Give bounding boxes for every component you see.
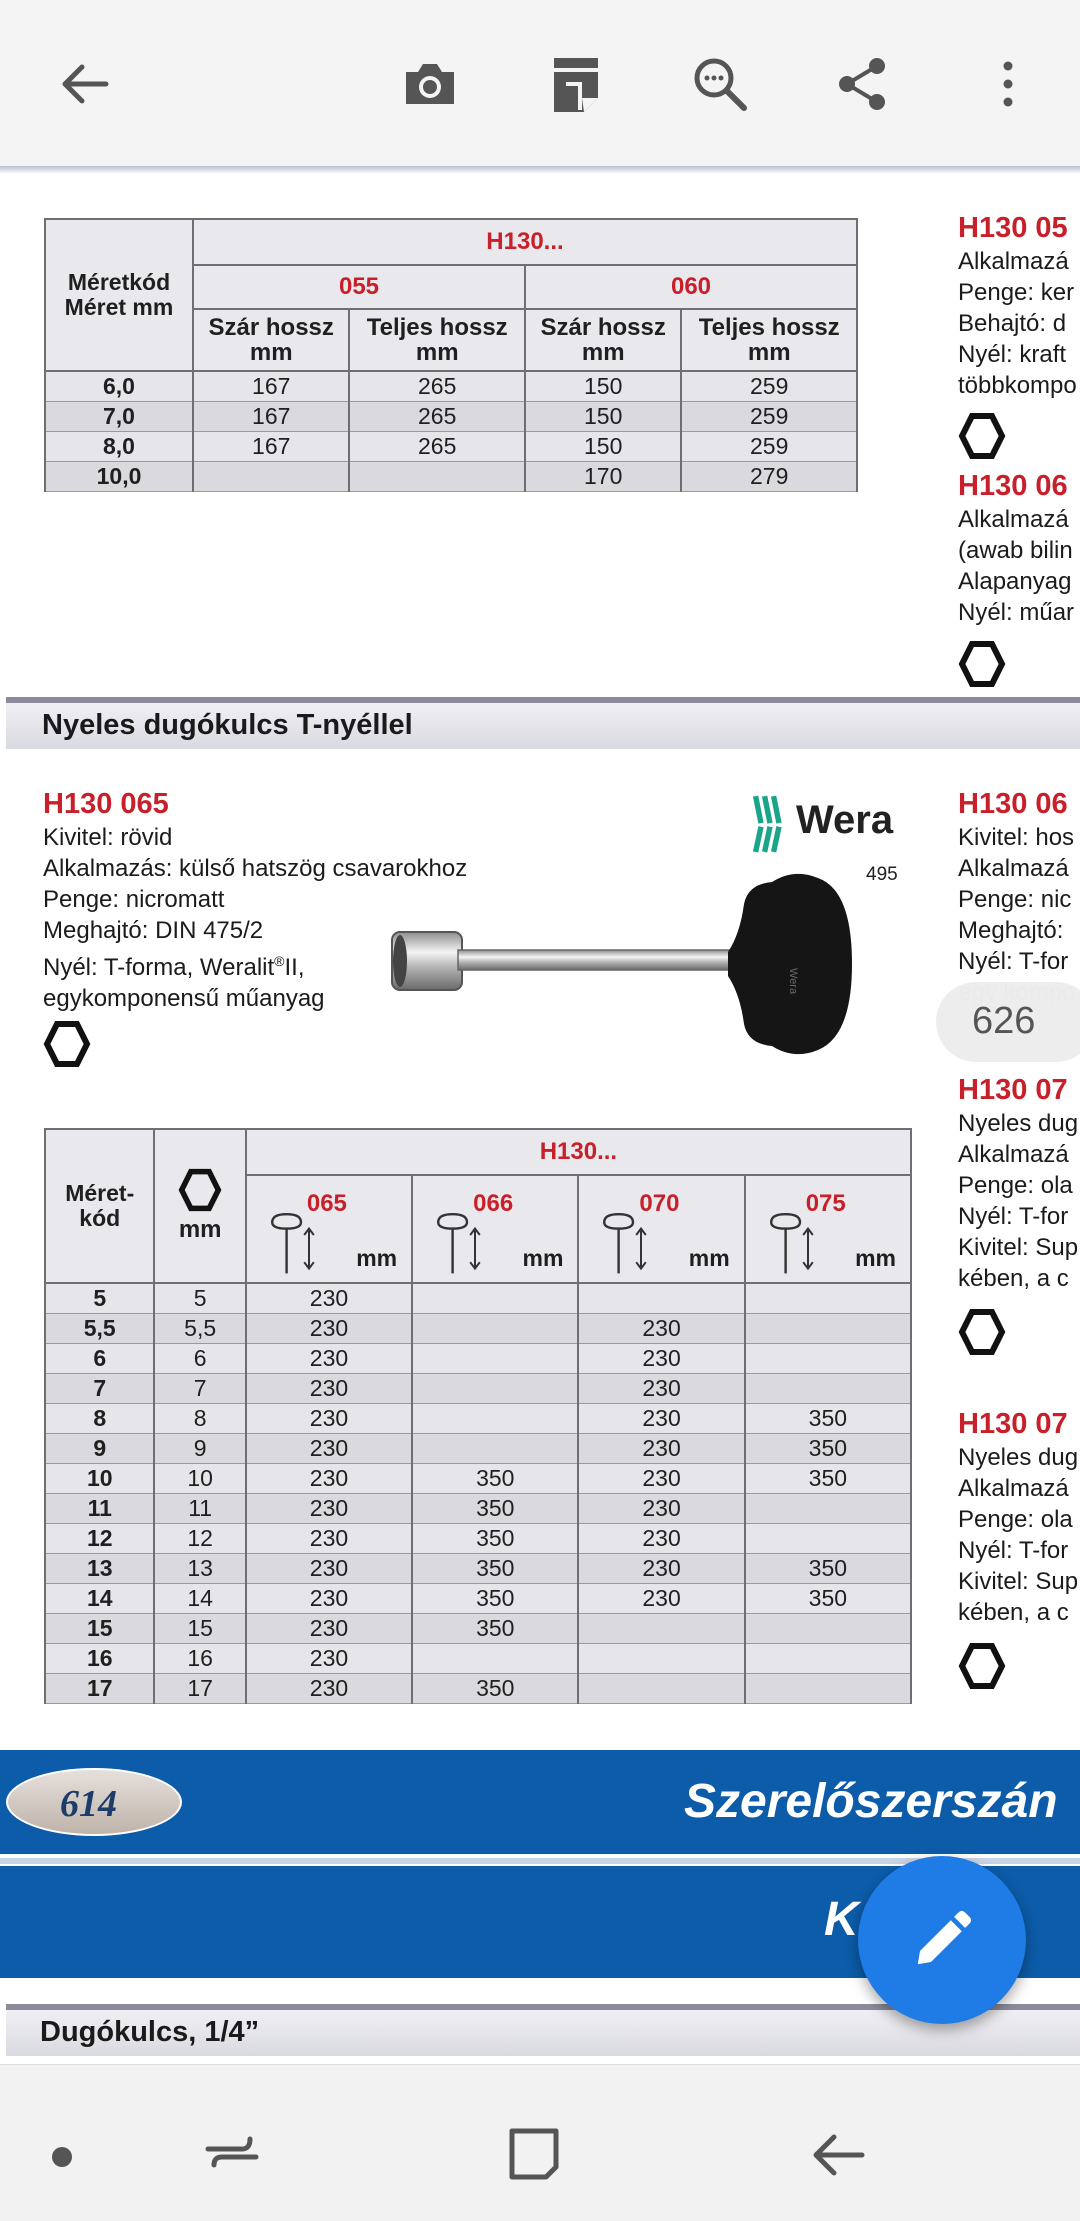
size-code-cell: 5,5 [45,1314,154,1344]
size-code-cell: 16 [45,1644,154,1674]
block-line: Behajtó: d [958,310,1067,337]
right-block-5 [958,1406,1078,1628]
length-cell [412,1374,578,1404]
table-cell: 259 [681,371,857,402]
hex-size-cell: 14 [154,1584,245,1614]
group-header: H130... [246,1129,911,1175]
page-badge [6,1768,182,1836]
block-line: Nyeles dug [958,1110,1079,1137]
size-code-cell: 14 [45,1584,154,1614]
table-row [45,1494,911,1524]
length-cell: 230 [578,1344,744,1374]
length-cell [578,1283,744,1314]
home-icon[interactable] [504,2125,564,2185]
length-cell: 230 [578,1374,744,1404]
wera-logo [752,788,902,860]
corner-label: Méret mm [64,294,174,320]
length-cell: 350 [412,1524,578,1554]
table-cell [193,462,349,492]
chapter-title: K [824,1893,859,1946]
length-cell: 230 [246,1644,412,1674]
length-cell [745,1674,911,1704]
length-cell: 230 [578,1494,744,1524]
svg-text:Wera: Wera [787,968,799,995]
nav-dot-icon[interactable] [52,2147,72,2167]
length-cell: 350 [412,1584,578,1614]
size-code-cell: 15 [45,1614,154,1644]
top-app-bar [0,0,1080,168]
variant-code: 075 [805,1190,846,1217]
block-line: Alapanyag [958,568,1072,595]
block-line: Alkalmazá [958,1141,1069,1168]
length-cell: 230 [246,1374,412,1404]
block-line: Nyél: T-for [958,1537,1069,1564]
product-line: Alkalmazás: külső hatszög csavarokhoz [43,855,468,882]
table-cell: 170 [525,462,681,492]
block-line: Alkalmazá [958,248,1069,275]
handle-text: Nyél: T-forma, Weralit [43,954,275,981]
registered-mark: ® [274,953,285,969]
size-code-cell: 10 [45,1464,154,1494]
size-code-cell: 7,0 [45,402,193,432]
column-header-label: Teljes hossz [366,314,508,341]
length-cell: 230 [578,1404,744,1434]
column-header-unit: mm [581,339,625,366]
column-header [681,309,857,371]
table-cell: 150 [525,432,681,462]
t-handle-icon [435,1210,483,1276]
unit-label: mm [688,1245,730,1271]
hex-size-cell: 8 [154,1404,245,1434]
table-row [45,1434,911,1464]
size-code-cell: 8,0 [45,432,193,462]
block-line: Kivitel: Sup [958,1234,1079,1261]
size-code-cell: 13 [45,1554,154,1584]
length-cell [412,1283,578,1314]
hex-size-cell: 17 [154,1674,245,1704]
hex-size-cell: 12 [154,1524,245,1554]
block-title: H130 07 [958,1408,1068,1440]
search-zoom-icon[interactable] [678,42,762,126]
catalog-number: 495 [866,864,898,885]
length-cell [745,1644,911,1674]
block-line: Meghajtó: [958,917,1064,944]
hex-socket-icon [43,1020,91,1068]
length-cell [412,1344,578,1374]
block-line: Penge: nic [958,886,1072,913]
length-cell [412,1314,578,1344]
table-cell [349,462,525,492]
hex-size-cell: 11 [154,1494,245,1524]
table-cell: 265 [349,371,525,402]
t-handle-wrench-image [388,864,856,1064]
page-number: 626 [972,1000,1036,1042]
unit-label: mm [356,1245,398,1271]
t-handle-icon [269,1210,317,1276]
length-cell: 230 [578,1464,744,1494]
hex-socket-icon [958,640,1006,688]
product-line: egykomponensű műanyag [43,985,325,1012]
length-cell: 230 [578,1554,744,1584]
table-row [45,1674,911,1704]
variant-code: 065 [306,1190,347,1217]
length-cell: 230 [578,1314,744,1344]
table-cell: 150 [525,402,681,432]
table2-body [45,1283,911,1704]
block-line: Penge: ker [958,279,1075,306]
back-arrow-icon[interactable] [42,42,126,126]
spec-table-065-075 [44,1128,912,1704]
section-title: Nyeles dugókulcs T-nyéllel [42,709,413,741]
length-cell: 230 [246,1404,412,1434]
length-cell: 350 [412,1494,578,1524]
table-row [45,1314,911,1344]
size-code-cell: 10,0 [45,462,193,492]
share-icon[interactable] [820,42,904,126]
length-cell: 230 [578,1524,744,1554]
product-title: H130 065 [43,788,169,820]
t-handle-icon [768,1210,816,1276]
hex-size-cell: 5 [154,1283,245,1314]
block-line: Nyél: T-for [958,1203,1069,1230]
column-header-unit: mm [415,339,459,366]
length-cell: 230 [246,1464,412,1494]
size-code-cell: 7 [45,1374,154,1404]
pencil-icon [909,1907,975,1973]
table-row [45,1524,911,1554]
size-code-cell: 6,0 [45,371,193,402]
size-code-cell: 9 [45,1434,154,1464]
product-line: Meghajtó: DIN 475/2 [43,917,264,944]
system-nav-bar [0,2064,1080,2221]
length-cell: 350 [745,1584,911,1614]
chapter-band [0,1750,1080,1854]
spec-table-055-060 [44,218,858,492]
handle-text: II, [284,954,305,981]
variant-header [246,1175,412,1283]
variant-header [745,1175,911,1283]
variant-header [578,1175,744,1283]
block-title: H130 06 [958,788,1068,820]
length-cell [578,1614,744,1644]
table-cell: 150 [525,371,681,402]
column-header [525,309,681,371]
length-cell [745,1283,911,1314]
wera-mark-icon [752,788,788,860]
unit-label: mm [522,1245,564,1271]
t-handle-icon [601,1210,649,1276]
table-cell: 167 [193,402,349,432]
size-code-cell: 8 [45,1404,154,1434]
edit-fab-button[interactable] [858,1856,1026,2024]
length-cell [578,1674,744,1704]
variant-header [412,1175,578,1283]
size-code-cell: 6 [45,1344,154,1374]
right-block-3 [958,786,1075,1008]
length-cell [745,1374,911,1404]
block-line: kében, a c [958,1599,1069,1626]
length-cell [745,1344,911,1374]
block-line: Penge: ola [958,1172,1073,1199]
variant-code: 066 [473,1190,514,1217]
block-line: Alkalmazá [958,1475,1069,1502]
more-vert-icon[interactable] [966,42,1050,126]
page-number-overlay [936,982,1080,1062]
length-cell: 350 [412,1464,578,1494]
brand-name: Wera [796,798,894,842]
column-header-unit: mm [747,339,791,366]
corner-label: kód [79,1205,121,1231]
unit-label: mm [855,1245,896,1271]
table2-corner [45,1129,154,1283]
hex-size-cell: 16 [154,1644,245,1674]
length-cell: 230 [246,1554,412,1584]
right-block-1 [958,210,1077,401]
length-cell: 350 [412,1674,578,1704]
column-header-label: Szár hossz [208,314,334,341]
hex-size-cell: 9 [154,1434,245,1464]
table-row [45,1464,911,1494]
column-header-unit: mm [249,339,293,366]
hex-socket-icon [958,1642,1006,1690]
length-cell: 230 [246,1434,412,1464]
table1-corner [45,219,193,371]
table-cell: 167 [193,432,349,462]
size-code-cell: 11 [45,1494,154,1524]
length-cell: 350 [412,1554,578,1584]
block-line: Alkalmazá [958,506,1069,533]
table-cell: 259 [681,402,857,432]
table-row [45,371,857,402]
size-code-cell: 12 [45,1524,154,1554]
note-icon[interactable] [534,42,618,126]
size-code-cell: 5 [45,1283,154,1314]
block-line: Kivitel: hos [958,824,1075,851]
length-cell [745,1314,911,1344]
length-cell [412,1644,578,1674]
table-row [45,1344,911,1374]
table-row [45,1404,911,1434]
length-cell: 230 [246,1674,412,1704]
block-line: többkompo [958,372,1077,399]
block-title: H130 07 [958,1074,1068,1106]
table-cell: 259 [681,432,857,462]
table-cell: 265 [349,402,525,432]
back-nav-icon[interactable] [808,2125,868,2185]
length-cell [745,1614,911,1644]
table-row [45,1374,911,1404]
corner-label: Méret- [65,1180,135,1206]
block-line: Alkalmazá [958,855,1069,882]
length-cell: 350 [745,1554,911,1584]
right-block-2 [958,468,1074,628]
table-row [45,432,857,462]
corner-label: Méretkód [67,269,171,295]
table1-body [45,371,857,492]
table-row [45,1584,911,1614]
length-cell: 230 [246,1314,412,1344]
length-cell: 230 [246,1614,412,1644]
block-line: Penge: ola [958,1506,1073,1533]
hex-size-cell: 15 [154,1614,245,1644]
column-header [349,309,525,371]
hex-socket-icon [958,1308,1006,1356]
size-code-cell: 17 [45,1674,154,1704]
camera-icon[interactable] [388,42,472,126]
hex-socket-icon [178,1168,222,1212]
block-line: Nyeles dug [958,1444,1079,1471]
table-row [45,402,857,432]
length-cell: 230 [246,1494,412,1524]
length-cell: 230 [246,1283,412,1314]
block-line: kében, a c [958,1265,1069,1292]
product-line: Kivitel: rövid [43,824,173,851]
length-cell: 230 [246,1524,412,1554]
hex-socket-icon [958,412,1006,460]
hex-size-cell: 6 [154,1344,245,1374]
length-cell: 230 [246,1584,412,1614]
table-row [45,1554,911,1584]
length-cell [412,1404,578,1434]
length-cell: 230 [578,1584,744,1614]
hex-size-cell: 7 [154,1374,245,1404]
product-line: Penge: nicromatt [43,886,225,913]
length-cell: 350 [412,1614,578,1644]
recent-apps-icon[interactable] [202,2125,262,2185]
block-line: Nyél: T-for [958,948,1069,975]
block-line: Nyél: kraft [958,341,1067,368]
section-title: Dugókulcs, 1/4” [40,2016,260,2048]
hex-size-cell: 13 [154,1554,245,1584]
page-badge-number: 614 [60,1783,117,1825]
hex-size-cell: 5,5 [154,1314,245,1344]
table-cell: 279 [681,462,857,492]
length-cell [578,1644,744,1674]
block-line: Nyél: műar [958,599,1075,626]
block-line: Kivitel: Sup [958,1568,1079,1595]
document-page[interactable] [0,174,1080,2064]
length-cell: 350 [745,1434,911,1464]
table-cell: 265 [349,432,525,462]
length-cell: 350 [745,1404,911,1434]
column-header [193,309,349,371]
column-header-label: Teljes hossz [698,314,840,341]
column-header-label: Szár hossz [540,314,666,341]
chapter-title: Szerelőszerszán [684,1775,1058,1828]
block-line: (awab bilin [958,537,1073,564]
table-row [45,462,857,492]
variant-code: 070 [639,1190,680,1217]
table-row [45,1614,911,1644]
length-cell [745,1494,911,1524]
block-title: H130 05 [958,212,1068,244]
hex-size-header [154,1129,245,1283]
right-block-4 [958,1072,1078,1294]
length-cell: 230 [578,1434,744,1464]
appbar-shadow [0,166,1080,174]
mm-label: mm [178,1216,222,1243]
block-title: H130 06 [958,470,1068,502]
hex-size-cell: 10 [154,1464,245,1494]
table-cell: 167 [193,371,349,402]
section-header [6,697,1080,749]
subgroup-header: 060 [525,265,857,309]
length-cell: 350 [745,1464,911,1494]
group-header: H130... [193,219,857,265]
table-row [45,1283,911,1314]
length-cell: 230 [246,1344,412,1374]
subgroup-header: 055 [193,265,525,309]
length-cell [745,1524,911,1554]
length-cell [412,1434,578,1464]
table-row [45,1644,911,1674]
